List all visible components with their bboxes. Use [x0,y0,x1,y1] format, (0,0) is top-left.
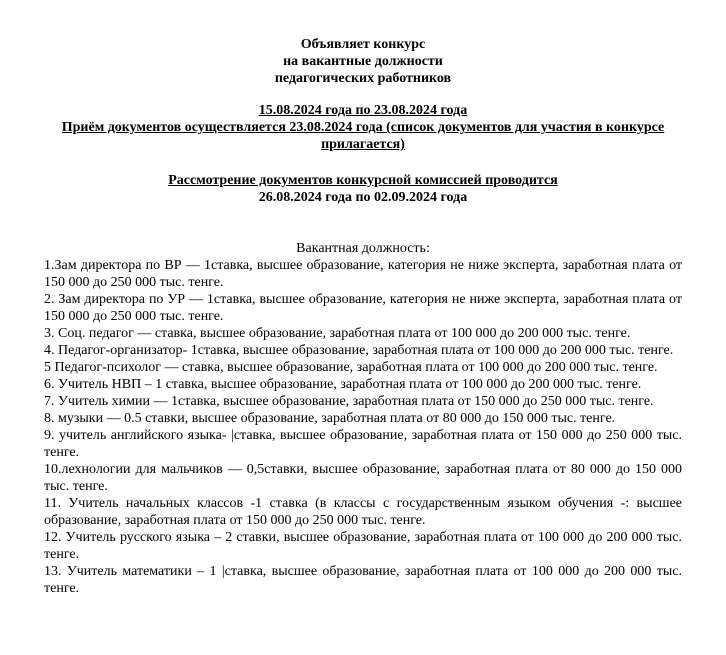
vacancy-item-11: 11. Учитель начальных классов -1 ставка (в классы с государственным языком обучения -: высшее образование, заработная плата от 150 000 до 250 000 тыс. тенге. [44,496,682,528]
vacancy-item-2: 2. Зам директора по УР — 1ставка, высшее образование, категория не ниже эксперта, заработная плата от 150 000 до 250 000 тыс. тенге. [44,292,682,324]
vacancy-item-7: 7. Учитель химии — 1ставка, высшее образование, заработная плата от 150 000 до 250 000 тыс. тенге. [44,394,654,409]
title-line-1: Объявляет конкурс [300,37,426,52]
vacancy-item-5: 5 Педагог-психолог — ставка, высшее образование, заработная плата от 100 000 до 200 000 тыс. тенге. [44,360,658,375]
vacancy-item-3: 3. Соц. педагог — ставка, высшее образование, заработная плата от 100 000 до 200 000 тыс. тенге. [44,326,631,341]
title-line-2: на вакантные должности [283,54,443,69]
vacancy-item-10: 10.лехнологии для мальчиков — 0,5ставки, высшее образование, заработная плата от 80 000 до 150 000 тыс. тенге. [44,462,682,494]
vacancy-item-4: 4. Педагог-организатор- 1ставка, высшее образование, заработная плата от 100 000 до 200 000 тыс. тенге. [44,343,674,358]
vacancy-item-13: 13. Учитель математики – 1 |ставка, высшее образование, заработная плата от 100 000 до 200 000 тыс. тенге. [44,564,682,596]
vacancy-list-section [44,240,682,597]
review-period: 26.08.2024 года по 02.09.2024 года [258,190,468,205]
application-period: 15.08.2024 года по 23.08.2024 года [258,103,468,118]
document-header [44,36,682,87]
review-heading: Рассмотрение документов конкурсной комиссией проводится [168,173,558,188]
vacancy-item-1: 1.Зам директора по ВР — 1ставка, высшее образование, категория не ниже эксперта, заработная плата от 150 000 до 250 000 тыс. тенге. [44,258,682,290]
vacancy-item-12: 12. Учитель русского языка – 2 ставки, высшее образование, заработная плата от 100 000 до 200 000 тыс. тенге. [44,530,682,562]
vacancy-item-6: 6. Учитель НВП – 1 ставка, высшее образование, заработная плата от 100 000 до 200 000 тыс. тенге. [44,377,642,392]
vacancy-list-heading: Вакантная должность: [296,241,430,256]
vacancy-item-8: 8. музыки — 0.5 ставки, высшее образование, заработная плата от 80 000 до 150 000 тыс. тенге. [44,411,616,426]
submission-note: Приём документов осуществляется 23.08.2024 года (список документов для участия в конкурсе прилагается) [61,120,665,152]
vacancy-item-9: 9. учитель английского языка- |ставка, высшее образование, заработная плата от 150 000 до 250 000 тыс. тенге. [44,428,682,460]
review-section [44,172,682,206]
title-line-3: педагогических работников [274,71,452,86]
application-dates-section [44,102,682,153]
